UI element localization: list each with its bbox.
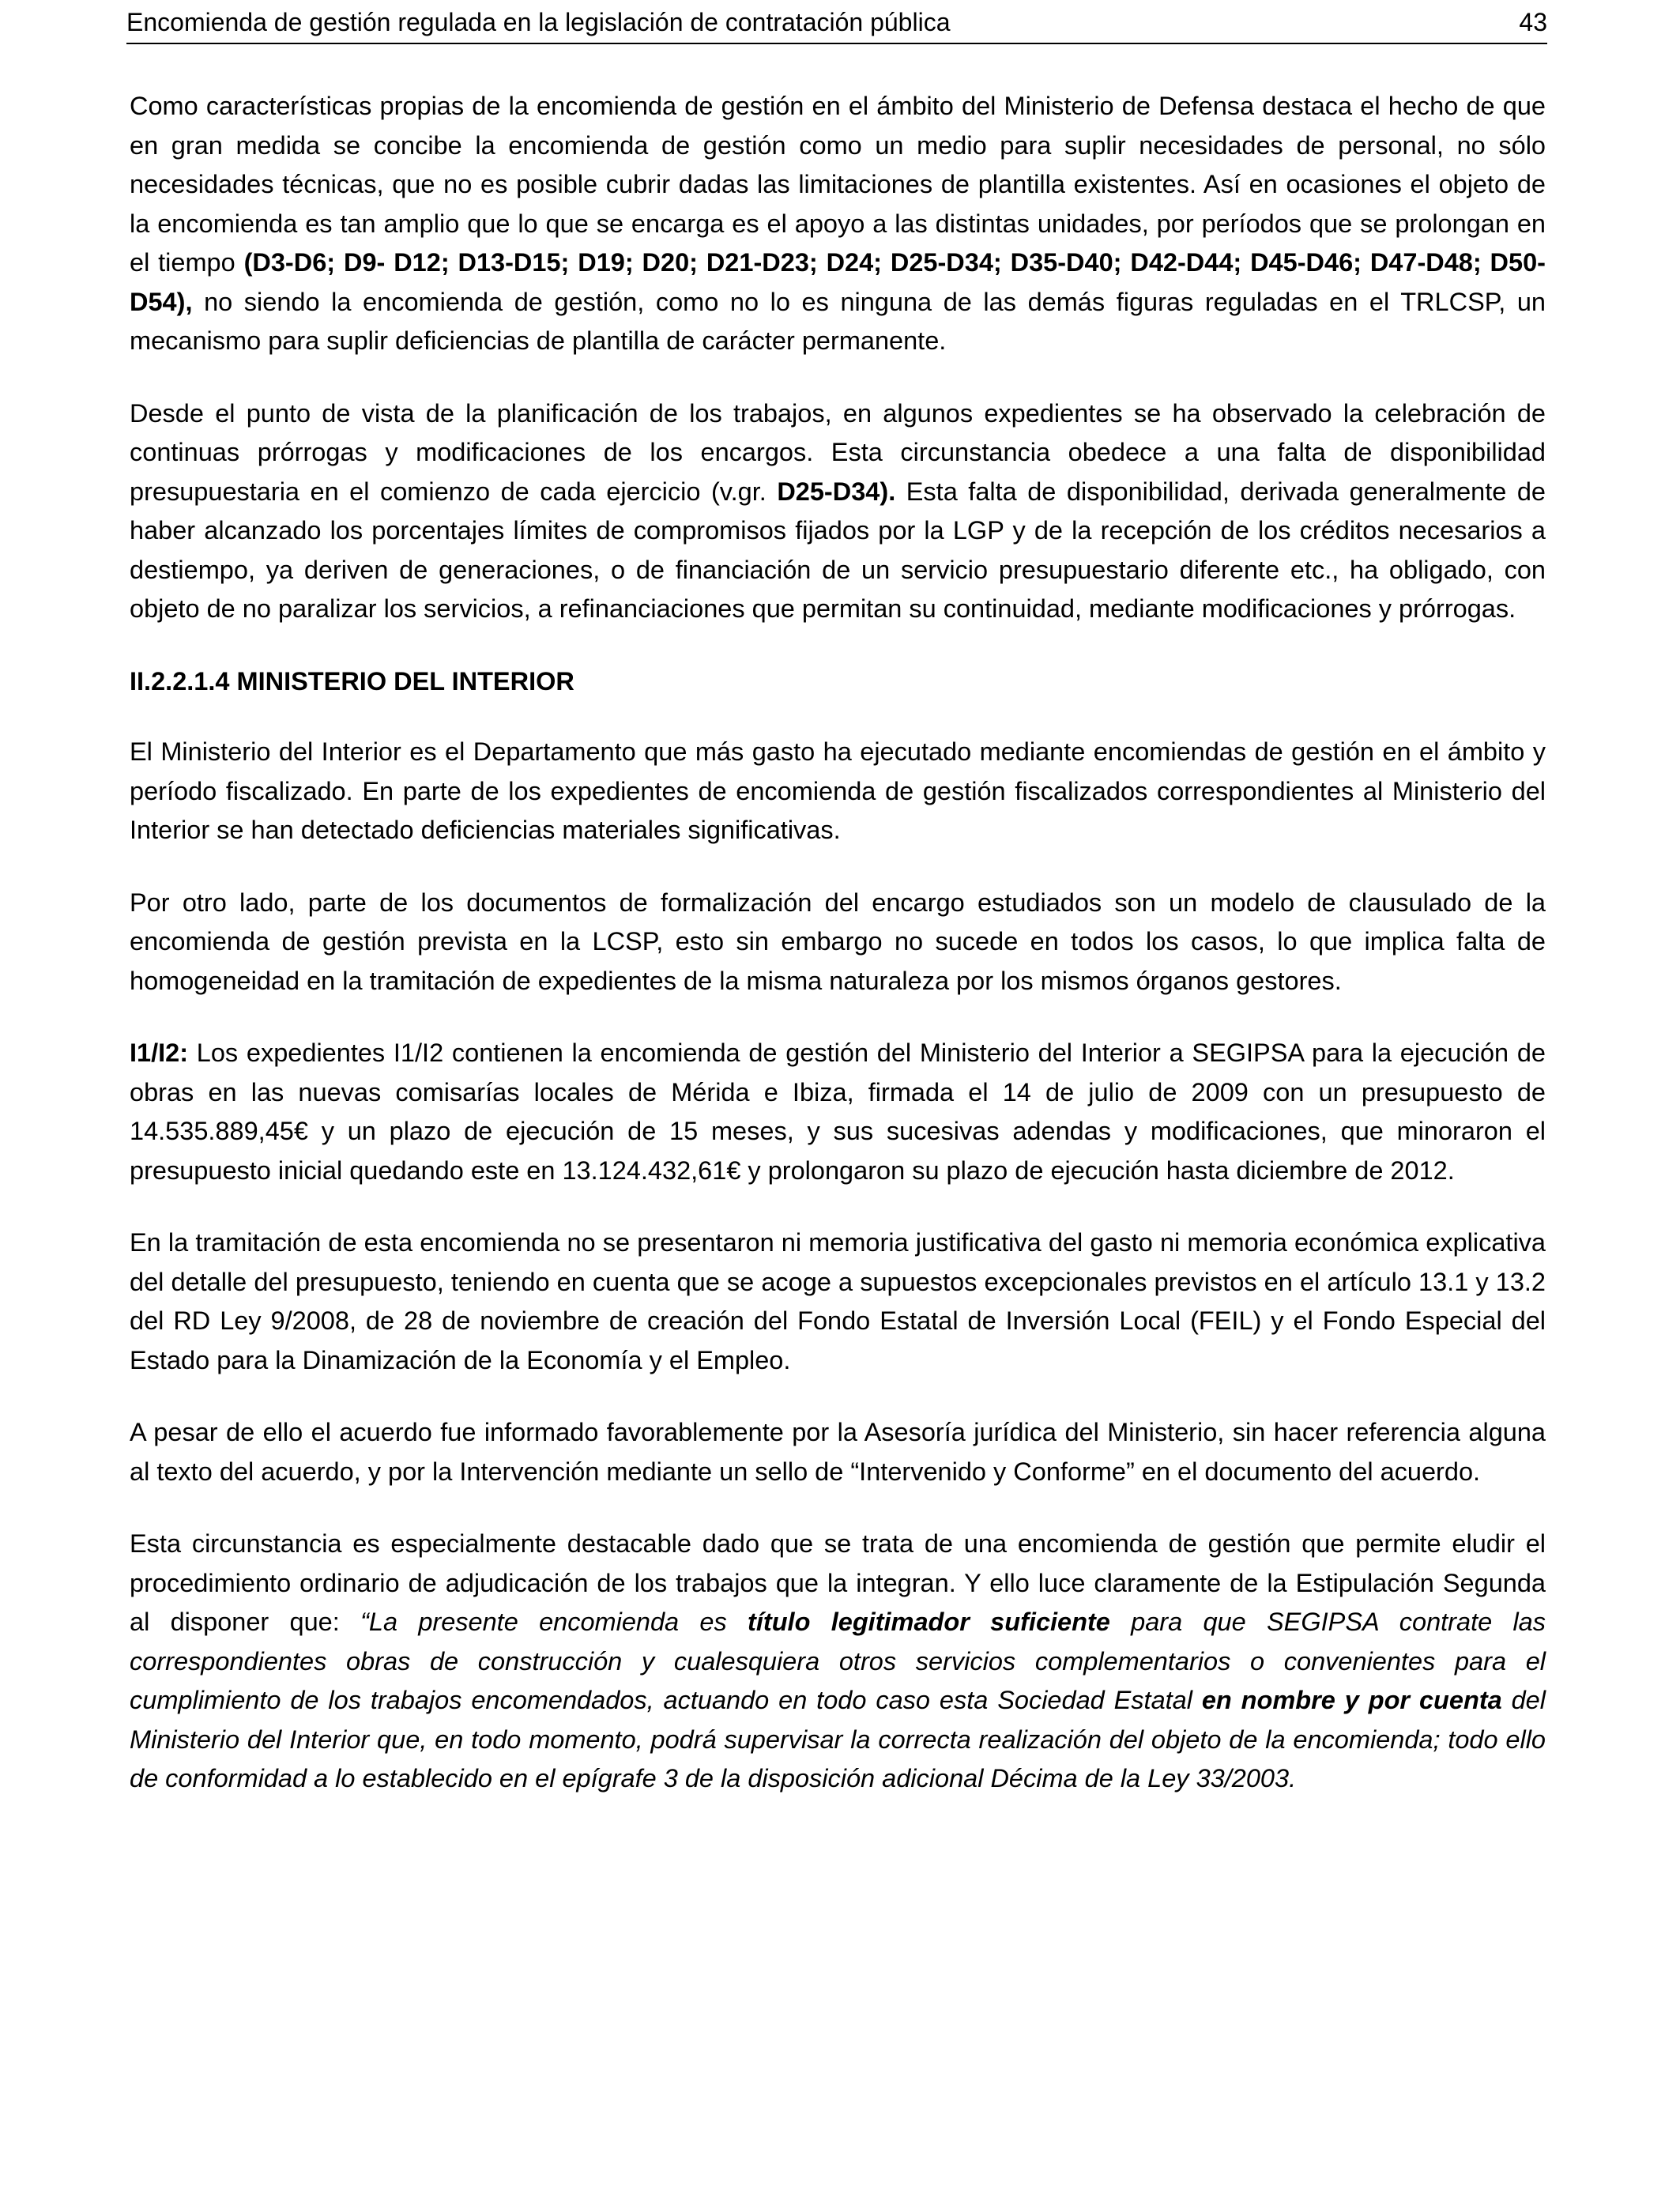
paragraph-interior-spending: El Ministerio del Interior es el Departamento que más gasto ha ejecutado mediante encomiendas de gestión en el ámbito y período fiscalizado. En parte de los expedientes de encomienda de gestión fiscalizados correspondientes al Ministerio del Interior se han detectado deficiencias materiales significativas. — [130, 737, 1546, 844]
document-body — [130, 87, 1546, 1799]
italic-quote: del Ministerio del Interior que, en todo momento, podrá supervisar la correcta realización del objeto de la encomienda; todo ello de conformidad a lo establecido en el epígrafe 3 de la disposición adicional Décima de la Ley 33/2003. — [130, 1686, 1546, 1793]
paragraph-i1-i2 — [130, 1034, 1546, 1190]
paragraph-legal-advice: A pesar de ello el acuerdo fue informado favorablemente por la Asesoría jurídica del Ministerio, sin hacer referencia alguna al texto del acuerdo, y por la Intervención mediante un sello de “Intervenido y Conforme” en el documento del acuerdo. — [130, 1418, 1546, 1486]
bold-reference-list: (D3-D6; D9- D12; D13-D15; D19; D20; D21-D23; D24; D25-D34; D35-D40; D42-D44; D45-D46; D47-D48; D50-D54), — [130, 248, 1546, 316]
paragraph-stipulation — [130, 1525, 1546, 1799]
paragraph-text: no siendo la encomienda de gestión, como no lo es ninguna de las demás figuras reguladas en el TRLCSP, un mecanismo para suplir deficiencias de plantilla de carácter permanente. — [130, 287, 1546, 355]
paragraph-planning — [130, 394, 1546, 629]
paragraph-text: Esta circunstancia es especialmente destacable dado que se trata de una encomienda de gestión que permite eludir el procedimiento ordinario de adjudicación de los trabajos que la integran. Y ello luce claramente de la Estipulación Segunda al disponer que: — [130, 1529, 1546, 1636]
section-heading: II.2.2.1.4 MINISTERIO DEL INTERIOR — [130, 666, 574, 696]
italic-quote: “La presente encomienda es — [360, 1608, 748, 1636]
paragraph-text: Los expedientes I1/I2 contienen la encomienda de gestión del Ministerio del Interior a SEGIPSA para la ejecución de obras en las nuevas comisarías locales de Mérida e Ibiza, firmada el 14 de julio de 2009 con un presupuesto de 14.535.889,45€ y un plazo de ejecución de 15 meses, y sus sucesivas adendas y modificaciones, que minoraron el presupuesto inicial quedando este en 13.124.432,61€ y prolongaron su plazo de ejecución hasta diciembre de 2012. — [130, 1039, 1546, 1185]
bold-reference: D25-D34). — [777, 477, 896, 506]
bold-label: I1/I2: — [130, 1039, 189, 1067]
italic-quote: para que SEGIPSA contrate las correspondientes obras de construcción y cualesquiera otros servicios complementarios o convenientes para el cumplimiento de los trabajos encomendados, actuando en todo caso esta Sociedad Estatal — [130, 1608, 1546, 1714]
paragraph-defensa-characteristics — [130, 87, 1546, 361]
bold-italic-quote: en nombre y por cuenta — [1201, 1686, 1502, 1714]
header-title: Encomienda de gestión regulada en la legislación de contratación pública — [126, 8, 951, 36]
paragraph-text: Como características propias de la encomienda de gestión en el ámbito del Ministerio de Defensa destaca el hecho de que en gran medida se concibe la encomienda de gestión como un medio para suplir necesidades de personal, no sólo necesidades técnicas, que no es posible cubrir dadas las limitaciones de plantilla existentes. Así en ocasiones el objeto de la encomienda es tan amplio que lo que se encarga es el apoyo a las distintas unidades, por períodos que se prolongan en el tiempo — [130, 92, 1546, 277]
paragraph-formalization: Por otro lado, parte de los documentos de formalización del encargo estudiados son un modelo de clausulado de la encomienda de gestión prevista en la LCSP, esto sin embargo no sucede en todos los casos, lo que implica falta de homogeneidad en la tramitación de expedientes de la misma naturaleza por los mismos órganos gestores. — [130, 888, 1546, 995]
page-number: 43 — [1519, 8, 1547, 36]
paragraph-processing: En la tramitación de esta encomienda no se presentaron ni memoria justificativa del gasto ni memoria económica explicativa del detalle del presupuesto, teniendo en cuenta que se acoge a supuestos excepcionales previstos en el artículo 13.1 y 13.2 del RD Ley 9/2008, de 28 de noviembre de creación del Fondo Estatal de Inversión Local (FEIL) y el Fondo Especial del Estado para la Dinamización de la Economía y el Empleo. — [130, 1228, 1546, 1374]
bold-italic-quote: título legitimador suficiente — [748, 1608, 1110, 1636]
paragraph-text: Desde el punto de vista de la planificación de los trabajos, en algunos expedientes se ha observado la celebración de continuas prórrogas y modificaciones de los encargos. Esta circunstancia obedece a una falta de disponibilidad presupuestaria en el comienzo de cada ejercicio (v.gr. — [130, 398, 1546, 506]
paragraph-text: Esta falta de disponibilidad, derivada generalmente de haber alcanzado los porcentajes límites de compromisos fijados por la LGP y de la recepción de los créditos necesarios a destiempo, ya deriven de generaciones, o de financiación de un servicio presupuestario diferente etc., ha obligado, con objeto de no paralizar los servicios, a refinanciaciones que permitan su continuidad, mediante modificaciones y prórrogas. — [130, 477, 1546, 623]
page-header — [126, 6, 1547, 44]
